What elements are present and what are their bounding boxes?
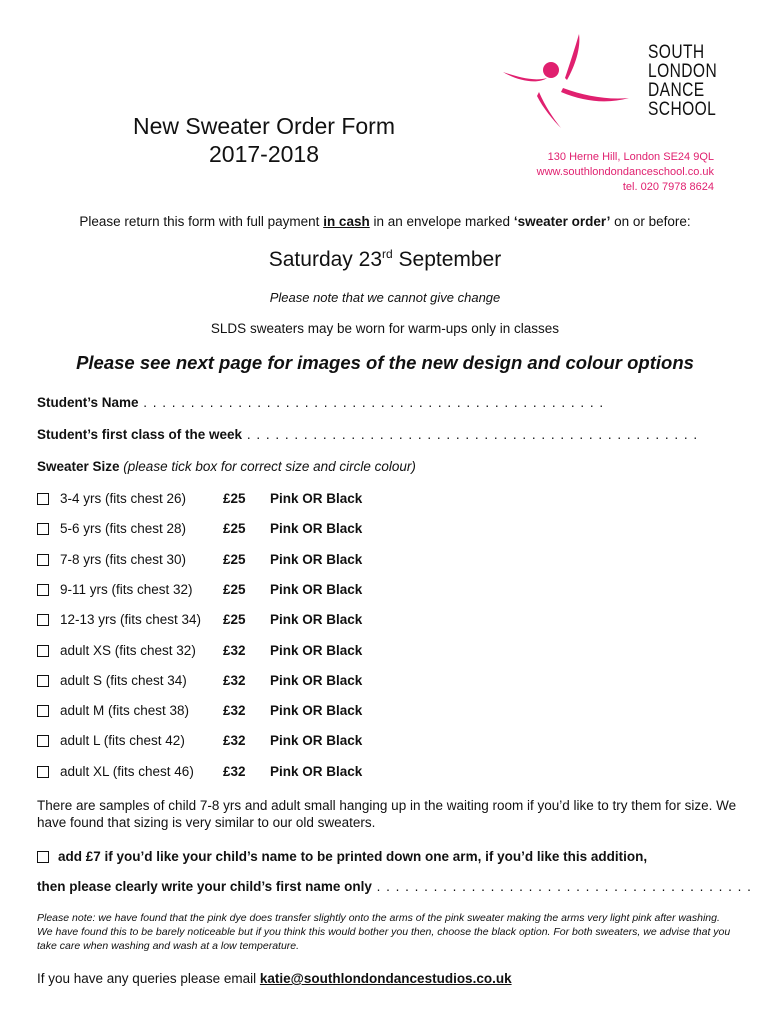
size-label: 9-11 yrs (fits chest 32) — [60, 581, 193, 597]
student-name-dots[interactable]: . . . . . . . . . . . . . . . . . . . . . . . . . . . . . . . . . . . . . . . . . . . . . . . . . — [138, 395, 605, 410]
return-text-mid: in an envelope marked — [369, 214, 514, 229]
query-line — [37, 971, 512, 986]
size-price: £32 — [223, 703, 246, 719]
size-price: £25 — [223, 491, 246, 506]
first-class-field[interactable] — [37, 427, 698, 442]
size-checkbox[interactable] — [37, 523, 49, 535]
logo-line-school: SCHOOL — [648, 99, 717, 120]
size-label: adult M (fits chest 38) — [60, 703, 190, 719]
date-day: Saturday 23 — [268, 248, 382, 271]
logo-line-dance: DANCE — [648, 80, 705, 101]
samples-paragraph: There are samples of child 7-8 yrs and adult small hanging up in the waiting room if you’d like to try them for size. We have found that sizing is very similar to our old sweaters. — [37, 798, 737, 830]
size-checkbox[interactable] — [37, 675, 49, 687]
colour-options[interactable]: Pink OR Black — [270, 491, 363, 506]
date-suffix: rd — [382, 247, 393, 261]
size-price: £25 — [223, 551, 246, 567]
size-price: £32 — [223, 733, 246, 749]
child-first-name-field[interactable] — [37, 879, 752, 894]
size-checkbox[interactable] — [37, 584, 49, 596]
size-label: adult XS (fits chest 32) — [60, 642, 196, 658]
size-price: £32 — [223, 763, 246, 779]
school-contact — [537, 150, 714, 195]
size-checkbox[interactable] — [37, 614, 49, 626]
child-first-name-dots[interactable]: . . . . . . . . . . . . . . . . . . . . . . . . . . . . . . . . . . . . . . . . — [371, 879, 752, 894]
name-print-checkbox[interactable] — [37, 851, 49, 863]
colour-options[interactable]: Pink OR Black — [270, 672, 363, 688]
colour-options[interactable]: Pink OR Black — [270, 703, 363, 719]
colour-options[interactable]: Pink OR Black — [270, 612, 363, 628]
washing-note: Please note: we have found that the pink dye does transfer slightly onto the arms of the pink sweater making the arms very light pink after washing. We have found this to be barely noticeable but if you think this would bother you then, choose the black option. For both sweaters, we advise that you take care when washing and wash at a low temperature. — [37, 912, 731, 952]
colour-options[interactable]: Pink OR Black — [270, 521, 363, 537]
sweater-size-heading — [37, 459, 416, 474]
first-class-label: Student’s first class of the week — [37, 427, 243, 442]
logo-line-south: SOUTH — [648, 42, 705, 63]
dancer-logo-icon — [495, 30, 645, 135]
colour-options[interactable]: Pink OR Black — [270, 581, 363, 597]
return-text-end: on or before: — [610, 214, 691, 229]
sweater-size-hint: (please tick box for correct size and circle colour) — [119, 459, 416, 474]
colour-options[interactable]: Pink OR Black — [270, 733, 363, 749]
first-class-dots[interactable]: . . . . . . . . . . . . . . . . . . . . . . . . . . . . . . . . . . . . . . . . . . . . . . . . — [242, 427, 699, 442]
size-checkbox[interactable] — [37, 705, 49, 717]
return-instructions — [0, 214, 770, 229]
return-text: Please return this form with full payment — [79, 214, 324, 229]
student-name-label: Student’s Name — [37, 395, 139, 410]
colour-options[interactable]: Pink OR Black — [270, 551, 363, 567]
deadline-date — [0, 247, 770, 272]
sweater-order-text: ‘sweater order’ — [513, 214, 611, 229]
sweater-size-label: Sweater Size — [37, 459, 120, 474]
school-address: 130 Herne Hill, London SE24 9QL — [547, 151, 714, 163]
in-cash-text: in cash — [323, 214, 370, 229]
size-label: 5-6 yrs (fits chest 28) — [60, 521, 187, 537]
change-note: Please note that we cannot give change — [269, 290, 501, 305]
size-label: adult S (fits chest 34) — [60, 672, 187, 688]
school-website: www.southlondondanceschool.co.uk — [536, 166, 714, 178]
logo-wordmark — [648, 43, 717, 119]
date-month: September — [392, 248, 502, 271]
size-label: 12-13 yrs (fits chest 34) — [60, 612, 202, 628]
logo-line-london: LONDON — [648, 61, 718, 82]
size-price: £32 — [223, 642, 246, 658]
colour-options[interactable]: Pink OR Black — [270, 763, 363, 779]
see-next-page-note: Please see next page for images of the new design and colour options — [76, 352, 694, 373]
size-checkbox[interactable] — [37, 735, 49, 747]
size-price: £25 — [223, 581, 246, 597]
size-label: adult XL (fits chest 46) — [60, 763, 194, 779]
size-checkbox[interactable] — [37, 766, 49, 778]
child-first-name-label: then please clearly write your child’s first name only — [37, 879, 372, 894]
colour-options[interactable]: Pink OR Black — [270, 642, 363, 658]
form-title-line1: New Sweater Order Form — [132, 113, 395, 139]
student-name-field[interactable] — [37, 395, 604, 410]
size-checkbox[interactable] — [37, 554, 49, 566]
size-label: adult L (fits chest 42) — [60, 733, 185, 749]
size-price: £25 — [223, 521, 246, 537]
school-tel: tel. 020 7978 8624 — [622, 181, 714, 193]
size-checkbox[interactable] — [37, 493, 49, 505]
size-price: £32 — [223, 672, 246, 688]
query-text: If you have any queries please email — [37, 971, 260, 986]
warmups-note: SLDS sweaters may be worn for warm-ups only in classes — [210, 321, 560, 336]
size-checkbox[interactable] — [37, 645, 49, 657]
form-title-line2: 2017-2018 — [209, 141, 319, 167]
query-email-link[interactable]: katie@southlondondancestudios.co.uk — [259, 971, 512, 986]
size-price: £25 — [223, 612, 246, 628]
form-title — [114, 112, 414, 168]
size-label: 7-8 yrs (fits chest 30) — [60, 551, 187, 567]
size-label: 3-4 yrs (fits chest 26) — [60, 491, 187, 506]
name-print-text: add £7 if you’d like your child’s name to be printed down one arm, if you’d like this addition, — [58, 849, 648, 864]
